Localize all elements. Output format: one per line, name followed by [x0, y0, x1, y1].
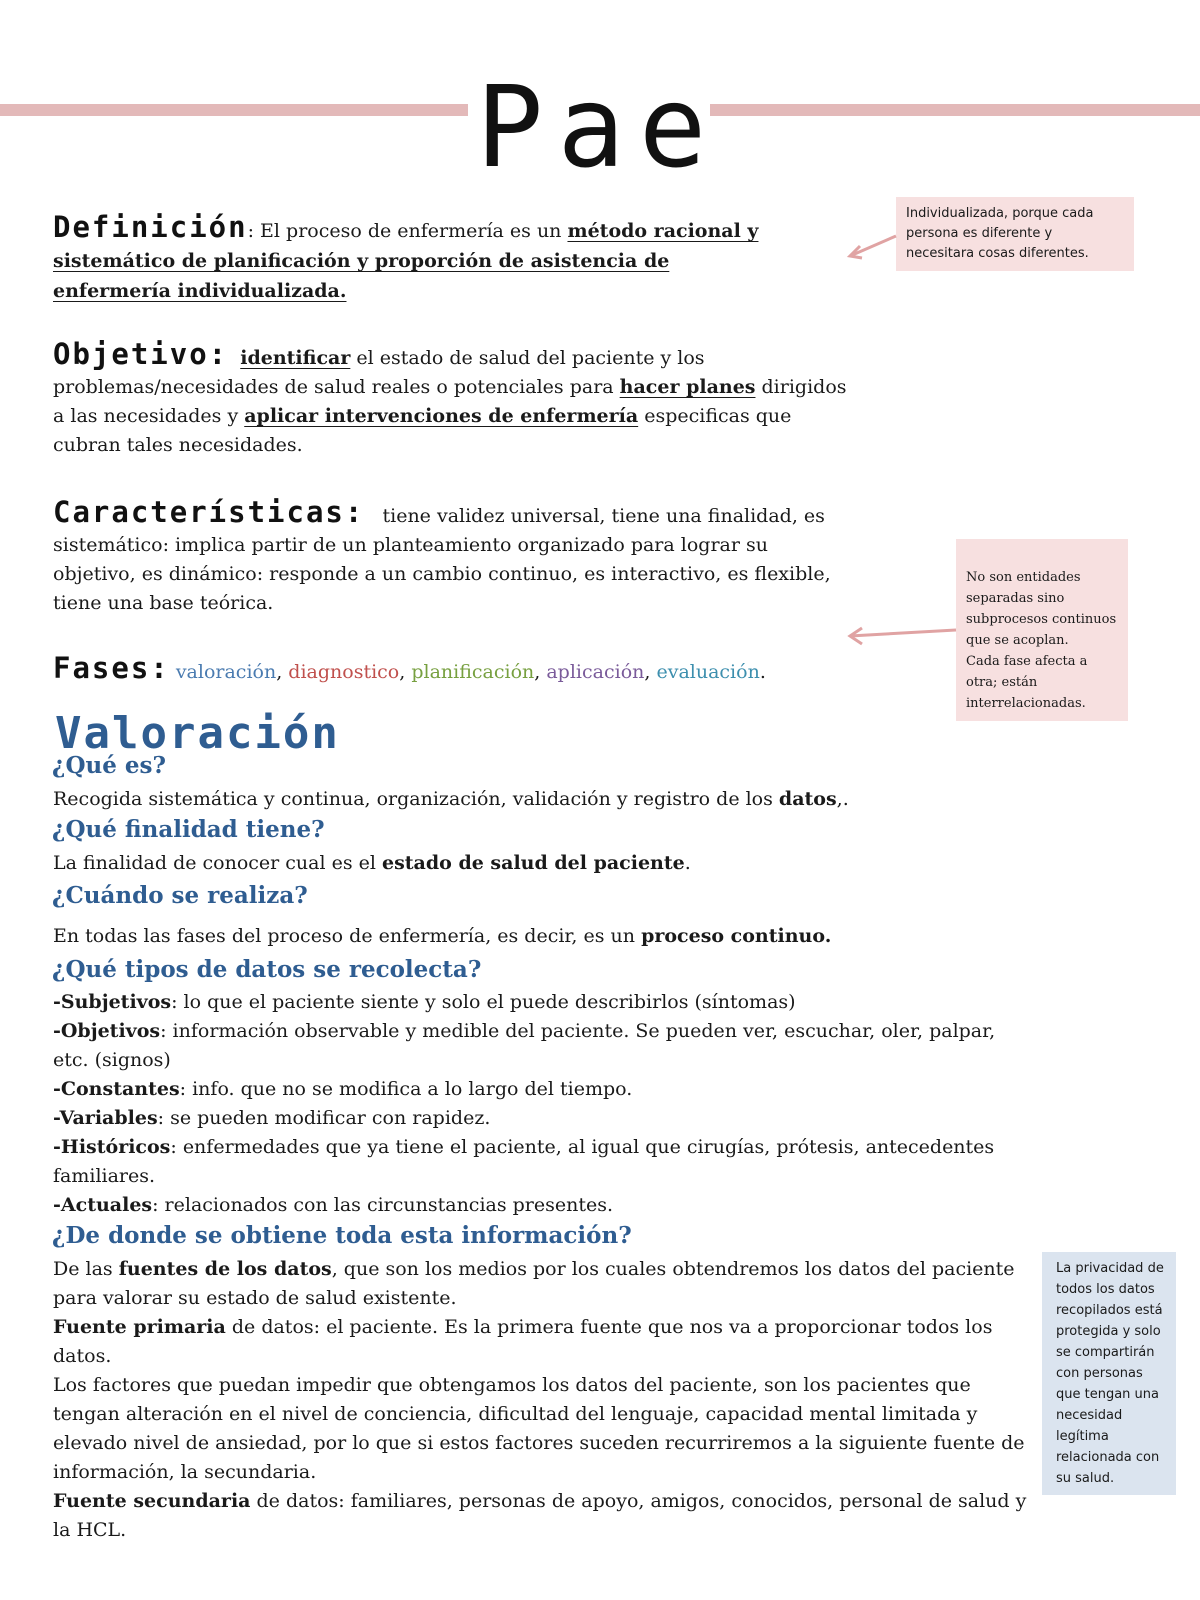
answer-que-es	[53, 785, 1053, 814]
tipo-dato-label: -Históricos	[53, 1136, 171, 1158]
fuentes-section	[53, 1255, 1043, 1545]
tipo-dato-text: : enfermedades que ya tiene el paciente, al igual que cirugías, prótesis, antecedentes familiares.	[53, 1136, 995, 1187]
fuentes-text: , que son los medios por los cuales obtendremos los datos del paciente para valorar su estado de salud existente.	[53, 1258, 1015, 1309]
question-finalidad: ¿Qué finalidad tiene?	[52, 816, 325, 843]
tipo-dato-item	[53, 1133, 1013, 1191]
tipo-dato-text: : info. que no se modifica a lo largo del tiempo.	[179, 1078, 633, 1100]
fase-item: planificación	[411, 661, 535, 683]
definicion-label: Definición	[53, 210, 248, 244]
fuente-secundaria-label: Fuente secundaria	[53, 1490, 251, 1512]
fase-item: valoración	[175, 661, 277, 683]
question-fuentes: ¿De donde se obtiene toda esta información?	[52, 1222, 632, 1249]
comment-note-privacidad	[1042, 1252, 1176, 1495]
comment-arrow-2	[842, 624, 962, 654]
answer-text: En todas las fases del proceso de enfermería, es decir, es un	[53, 925, 642, 947]
tipo-dato-item	[53, 988, 1013, 1017]
objetivo-bold-3: aplicar intervenciones de enfermería	[244, 405, 639, 427]
tipo-dato-text: : lo que el paciente siente y solo el puede describirlos (síntomas)	[171, 991, 796, 1013]
fuente-primaria-text: de datos: el paciente. Es la primera fuente que nos va a proporcionar todos los datos.	[53, 1316, 993, 1367]
tipo-dato-item	[53, 1075, 1013, 1104]
tipo-dato-label: -Variables	[53, 1107, 158, 1129]
fuentes-paragraph	[53, 1255, 1043, 1313]
objetivo-bold-1: identificar	[240, 347, 351, 369]
tipo-dato-label: -Objetivos	[53, 1020, 161, 1042]
objetivo-text-1: el estado de salud del paciente y los problemas/necesidades de salud reales o potenciales para	[53, 347, 705, 398]
objetivo-paragraph	[53, 337, 863, 460]
valoracion-heading: Valoración	[55, 708, 340, 759]
fase-separator: ,	[534, 661, 547, 683]
caracteristicas-label: Características:	[53, 495, 365, 529]
objetivo-text-3: especificas que cubran tales necesidades.	[53, 405, 792, 456]
tipo-dato-text: : se pueden modificar con rapidez.	[157, 1107, 491, 1129]
tipo-dato-label: -Actuales	[53, 1194, 153, 1216]
caracteristicas-paragraph	[53, 495, 853, 618]
tipo-dato-item	[53, 1104, 1013, 1133]
answer-end: ,.	[836, 788, 849, 810]
answer-bold: datos	[778, 788, 837, 810]
comment-note-text: La privacidad de todos los datos recopilados está protegida y solo se compartirán con personas que tengan una necesidad legítima relacionada con su salud.	[1056, 1261, 1164, 1486]
fuente-primaria-paragraph	[53, 1313, 1043, 1371]
comment-note-text: No son entidades separadas sino subprocesos continuos que se acoplan. Cada fase afecta a otra; están interrelacionadas.	[966, 570, 1117, 711]
comment-note-fases	[956, 539, 1128, 721]
fases-paragraph	[53, 651, 953, 687]
objetivo-label: Objetivo:	[53, 337, 229, 371]
definicion-emphasis: método racional y sistemático de planificación y proporción de asistencia de enfermería individualizada.	[53, 220, 759, 302]
title-rule-right	[710, 104, 1200, 116]
objetivo-bold-2: hacer planes	[619, 376, 756, 398]
fase-end: .	[759, 661, 766, 683]
answer-bold: proceso continuo.	[641, 925, 832, 947]
answer-finalidad	[53, 849, 1053, 878]
fase-item: evaluación	[656, 661, 760, 683]
answer-cuando	[53, 922, 1053, 951]
comment-arrow-1	[842, 228, 902, 268]
fuentes-bold: fuentes de los datos	[118, 1258, 332, 1280]
objetivo-text-2: dirigidos a las necesidades y	[53, 376, 847, 427]
tipo-dato-text: : relacionados con las circunstancias presentes.	[152, 1194, 614, 1216]
fuente-secundaria-paragraph	[53, 1487, 1043, 1545]
tipos-datos-list	[53, 988, 1013, 1220]
comment-note-text: Individualizada, porque cada persona es diferente y necesitara cosas diferentes.	[906, 206, 1094, 261]
tipo-dato-text: : información observable y medible del paciente. Se pueden ver, escuchar, oler, palpar, etc. (signos)	[53, 1020, 996, 1071]
tipo-dato-item	[53, 1191, 1013, 1220]
fases-label: Fases:	[53, 651, 170, 685]
fuente-primaria-label: Fuente primaria	[53, 1316, 226, 1338]
factores-paragraph: Los factores que puedan impedir que obtengamos los datos del paciente, son los pacientes que tengan alteración en el nivel de conciencia, dificultad del lenguaje, capacidad mental limitada y elevado nivel de ansiedad, por lo que si estos factores suceden recurriremos a la siguiente fuente de información, la secundaria.	[53, 1374, 1025, 1483]
question-tipos-datos: ¿Qué tipos de datos se recolecta?	[52, 956, 482, 983]
fase-item: aplicación	[546, 661, 645, 683]
fase-separator: ,	[399, 661, 412, 683]
fase-separator: ,	[644, 661, 657, 683]
page-title: Pae	[476, 63, 721, 193]
fuentes-text: De las	[53, 1258, 119, 1280]
definicion-paragraph	[53, 212, 773, 306]
definicion-text: : El proceso de enfermería es un	[247, 220, 568, 242]
tipo-dato-label: -Subjetivos	[53, 991, 172, 1013]
answer-bold: estado de salud del paciente	[382, 852, 685, 874]
title-rule-left	[0, 104, 468, 116]
fase-separator: ,	[276, 661, 289, 683]
caracteristicas-text: tiene validez universal, tiene una finalidad, es sistemático: implica partir de un planteamiento organizado para lograr su objetivo, es dinámico: responde a un cambio continuo, es interactivo, es flexible, tiene una base teórica.	[53, 505, 831, 614]
question-cuando: ¿Cuándo se realiza?	[52, 882, 308, 909]
answer-text: La finalidad de conocer cual es el	[53, 852, 382, 874]
answer-text: Recogida sistemática y continua, organización, validación y registro de los	[53, 788, 779, 810]
tipo-dato-label: -Constantes	[53, 1078, 180, 1100]
fuente-secundaria-text: de datos: familiares, personas de apoyo, amigos, conocidos, personal de salud y la HCL.	[53, 1490, 1027, 1541]
tipo-dato-item	[53, 1017, 1013, 1075]
question-que-es: ¿Qué es?	[52, 752, 166, 779]
answer-end: .	[684, 852, 691, 874]
fase-item: diagnostico	[288, 661, 400, 683]
comment-note-individualizada	[896, 197, 1134, 271]
